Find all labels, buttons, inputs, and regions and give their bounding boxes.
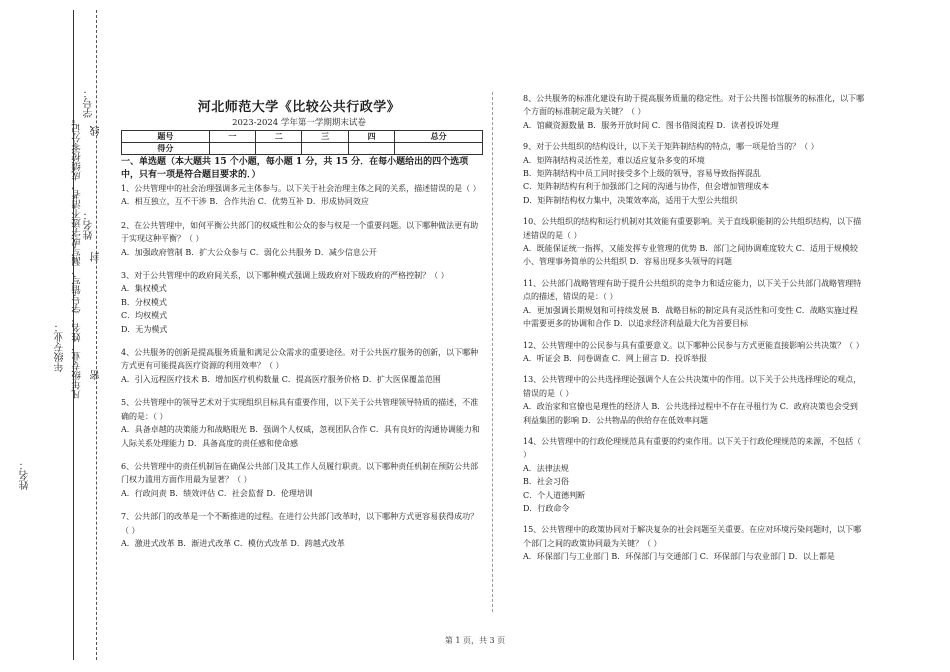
score-cell[interactable] <box>395 143 483 155</box>
score-cell[interactable] <box>302 143 348 155</box>
question-stem: 15、公共管理中的政策协同对于解决复杂的社会问题至关重要。在应对环境污染问题时，以下哪个部门之间的政策协同最为关键？（ ） <box>523 525 862 548</box>
question-options: A．环保部门与工业部门 B．环保部门与交通部门 C．环保部门与农业部门 D．以上都是 <box>523 552 835 562</box>
question-stem: 4、公共服务的创新是提高服务质量和满足公众需求的重要途径。对于公共医疗服务的创新，以下哪种方式更有可能提高医疗资源的利用效率？（ ） <box>121 348 479 371</box>
question-12 <box>523 339 865 366</box>
question-option: B．分权模式 <box>121 297 167 307</box>
question-stem: 10、公共组织的结构和运行机制对其效能有重要影响。关于直线职能制的公共组织结构，以下描述错误的是（ ） <box>523 217 862 240</box>
score-header-cell: 三 <box>302 131 348 143</box>
question-option: A．集权模式 <box>121 284 167 294</box>
question-15 <box>523 523 865 563</box>
question-option: D．行政命令 <box>523 503 570 513</box>
question-options: A．具备卓越的决策能力和战略眼光 B．强调个人权威，忽视团队合作 C．具有良好的沟通协调能力和人际关系处理能力 D．具备高度的责任感和使命感 <box>121 425 480 448</box>
question-stem: 11、公共部门战略管理有助于提升公共组织的竞争力和适应能力，以下关于公共部门战略管理特点的描述，错误的是：（ ） <box>523 278 862 302</box>
question-stem: 9、对于公共组织的结构设计，以下关于矩阵制结构的特点，哪一项是恰当的？（ ） <box>523 142 819 152</box>
seal-xian: 线 <box>91 126 102 136</box>
question-stem: 6、公共管理中的责任机制旨在确保公共部门及其工作人员履行职责。以下哪种责任机制在预防公共部门权力滥用方面作用最为显著？（ ） <box>121 461 479 485</box>
question-6 <box>121 460 484 500</box>
score-header-cell: 二 <box>256 131 302 143</box>
question-13 <box>523 373 865 427</box>
question-9 <box>523 140 865 207</box>
score-row-label: 得分 <box>122 143 210 155</box>
name-label: 姓名： <box>84 210 95 240</box>
question-options: A．馆藏资源数量 B．服务开放时间 C．图书借阅流程 D．读者投诉处理 <box>523 120 779 130</box>
question-stem: 2、在公共管理中，如何平衡公共部门的权威性和公众的参与权是一个重要问题。以下哪种做法更有助于实现这种平衡？（ ） <box>121 220 479 244</box>
question-options: A．更加强调长期规划和可持续发展 B．战略目标的制定具有灵活性和可变性 C．战略实施过程中需要更多的协调和合作 D．以追求经济利益最大化为首要目标 <box>523 305 858 329</box>
question-4 <box>121 346 484 386</box>
question-5 <box>121 396 484 450</box>
school-label: 姓名： <box>20 460 31 490</box>
question-stem: 8、公共服务的标准化建设有助于提高服务质量的稳定性。对于公共图书馆服务的标准化，以下哪个方面的标准制定最为关键？（ ） <box>523 94 865 117</box>
question-stem: 14、公共管理中的行政伦理规范具有重要的约束作用。以下关于行政伦理规范的来源，不包括（ ） <box>523 436 862 460</box>
question-options: A．激进式改革 B．渐进式改革 C．模仿式改革 D．跨越式改革 <box>121 538 345 548</box>
score-header-cell: 一 <box>209 131 255 143</box>
student-id-label: 学号： <box>84 88 95 118</box>
binding-dashed-line <box>96 10 97 660</box>
question-stem: 3、对于公共管理中的政府间关系，以下哪种模式强调上级政府对下级政府的严格控制？（ ） <box>121 271 449 281</box>
exam-title: 河北师范大学《比较公共行政学》 <box>197 100 401 115</box>
question-option: D．无为模式 <box>121 324 168 334</box>
question-3 <box>121 269 484 336</box>
question-8 <box>523 92 865 132</box>
left-question-column <box>121 182 484 554</box>
question-11 <box>523 277 865 331</box>
column-divider <box>492 92 493 612</box>
binding-margin <box>0 0 112 672</box>
question-stem: 12、公共管理中的公民参与具有重要意义。以下哪种公民参与方式更能直接影响公共决策？（ ） <box>523 340 864 350</box>
question-option: B．矩阵制结构中员工同时接受多个上级的领导，容易导致指挥混乱 <box>523 169 761 179</box>
score-table <box>121 130 483 155</box>
question-options: A．加强政府管制 B．扩大公众参与 C．弱化公共服务 D．减少信息公开 <box>121 247 377 257</box>
question-option: C．矩阵制结构有利于加强部门之间的沟通与协作，但会增加管理成本 <box>523 182 770 192</box>
seal-feng: 封 <box>91 252 102 262</box>
score-header-cell: 总分 <box>395 131 483 143</box>
question-option: A．法律法规 <box>523 463 569 473</box>
score-header-cell: 四 <box>348 131 394 143</box>
exam-subtitle: 2023-2024 学年第一学期期末试卷 <box>232 118 366 128</box>
question-options: A．行政问责 B．绩效评估 C．社会监督 D．伦理培训 <box>121 488 313 498</box>
question-option: C．个人道德判断 <box>523 490 586 500</box>
question-options: A．相互独立，互不干涉 B．合作共治 C．优势互补 D．形成协同效应 <box>121 197 369 207</box>
question-stem: 13、公共管理中的公共选择理论强调个人在公共决策中的作用。以下关于公共选择理论的观点，错误的是（ ） <box>523 375 862 398</box>
question-options: A．引入远程医疗技术 B．增加医疗机构数量 C．提高医疗服务价格 D．扩大医保覆盖范围 <box>121 374 441 384</box>
question-stem: 1、公共管理中的社会治理强调多元主体参与。以下关于社会治理主体之间的关系，描述错误的是（ ） <box>121 184 481 193</box>
question-option: D．矩阵制结构权力集中，决策效率高，适用于大型公共组织 <box>523 195 738 205</box>
grade-major-label: 年级专业： <box>55 322 66 372</box>
question-option: B．社会习俗 <box>523 477 569 487</box>
right-question-column <box>523 92 865 568</box>
question-stem: 5、公共管理中的领导艺术对于实现组织目标具有重要作用，以下关于公共管理领导特质的描述，不准确的是：（ ） <box>121 398 479 421</box>
question-1 <box>121 182 484 209</box>
question-options: A．既能保证统一指挥，又能发挥专业管理的优势 B．部门之间协调难度较大 C．适用于规模较小、管理事务简单的公共组织 D．容易出现多头领导的问题 <box>523 244 858 267</box>
score-cell[interactable] <box>256 143 302 155</box>
question-2 <box>121 219 484 259</box>
question-option: A．矩阵制结构灵活性差，难以适应复杂多变的环境 <box>523 155 705 165</box>
seal-mi: 密 <box>91 370 102 380</box>
question-stem: 7、公共部门的改革是一个不断推进的过程。在进行公共部门改革时，以下哪种方式更容易获得成功？（ ） <box>121 512 479 535</box>
question-options: A．政治家和官僚也是理性的经济人 B．公共选择过程中不存在寻租行为 C．政府决策也会受到利益集团的影响 D．公共物品的供给存在低效率问题 <box>523 402 858 425</box>
score-table-score-row <box>122 143 483 155</box>
question-14 <box>523 435 865 515</box>
section-heading: 一、单选题（本大题共 15 个小题，每小题 1 分，共 15 分．在每小题给出的四个选项中，只有一项是符合题目要求的．） <box>121 157 469 180</box>
question-10 <box>523 215 865 269</box>
page-footer: 第 1 页，共 3 页 <box>444 636 506 645</box>
score-table-header-row <box>122 131 483 143</box>
warning-note: 凡年级专业、姓名、学号错写、漏写或字迹不清者，成绩按零分记。 <box>72 114 83 399</box>
score-cell[interactable] <box>209 143 255 155</box>
question-7 <box>121 510 484 550</box>
score-header-cell: 题号 <box>122 131 210 143</box>
score-cell[interactable] <box>348 143 394 155</box>
question-option: C．均权模式 <box>121 311 168 321</box>
question-options: A．听证会 B．问卷调查 C．网上留言 D．投诉举报 <box>523 353 707 363</box>
